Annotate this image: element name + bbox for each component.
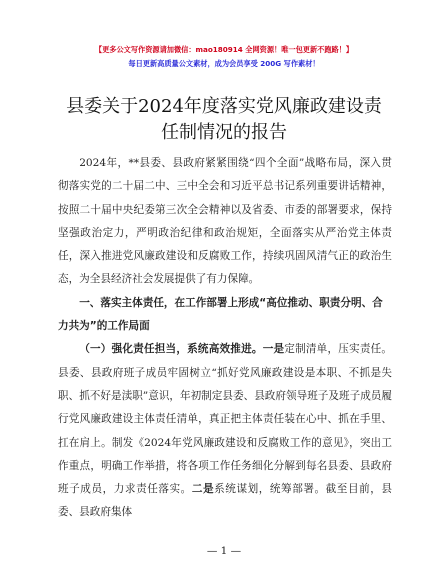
intro-paragraph: 2024年，**县委、县政府紧紧围绕“四个全面”战略布局，深入贯彻落实党的二十届二中、三中全会和习近平总书记系列重要讲话精神，按照二十届中央纪委第三次全会精神以及省委、市委的部署要求，保持坚强政治定力，严明政治纪律和政治规矩，全面落实从严治党主体责任，深入推进党风廉政建设和反腐败工作，持续巩固风清气正的政治生态，为全县经济社会发展提供了有力保障。 xyxy=(58,157,392,286)
subsection-paragraph-1 xyxy=(58,338,392,524)
point-marker-1: 一是 xyxy=(262,343,285,356)
promo-banner-line-2: 每日更新高质量公文素材，成为会员享受 200G 写作素材！ xyxy=(128,59,320,68)
subsection-lead: （一）强化责任担当，系统高效推进。 xyxy=(79,343,263,356)
promo-banner-line-1: 【更多公文写作资源请加微信：mao180914 全网资源！唯一包更新不跑路！】 xyxy=(94,45,354,54)
page-number: — 1 — xyxy=(206,545,242,557)
point-text-1: 定制清单，压实责任。县委、县政府班子成员牢固树立“抓好党风廉政建设是本职、不抓是失职、抓不好是渎职”意识，年初制定县委、县政府领导班子及班子成员履行党风廉政建设主体责任清单，真正把主体责任装在心中、抓在手里、扛在肩上。制发《2024年党风廉政建设和反腐败工作的意见》，突出工作重点，明确工作举措，将各项工作任务细化分解到每名县委、县政府班子成员，力求责任落实。 xyxy=(58,343,393,496)
section-heading-1: 一、落实主体责任，在工作部署上形成“高位推动、职责分明、合力共为”的工作局面 xyxy=(58,296,383,333)
document-body xyxy=(58,152,392,525)
point-text-2: 系统谋划，统筹部署。截至目前，县委、县政府集体 xyxy=(58,483,393,519)
point-marker-2: 二是 xyxy=(191,483,215,496)
document-title: 县委关于2024年度落实党风廉政建设责任制情况的报告 xyxy=(66,96,382,143)
